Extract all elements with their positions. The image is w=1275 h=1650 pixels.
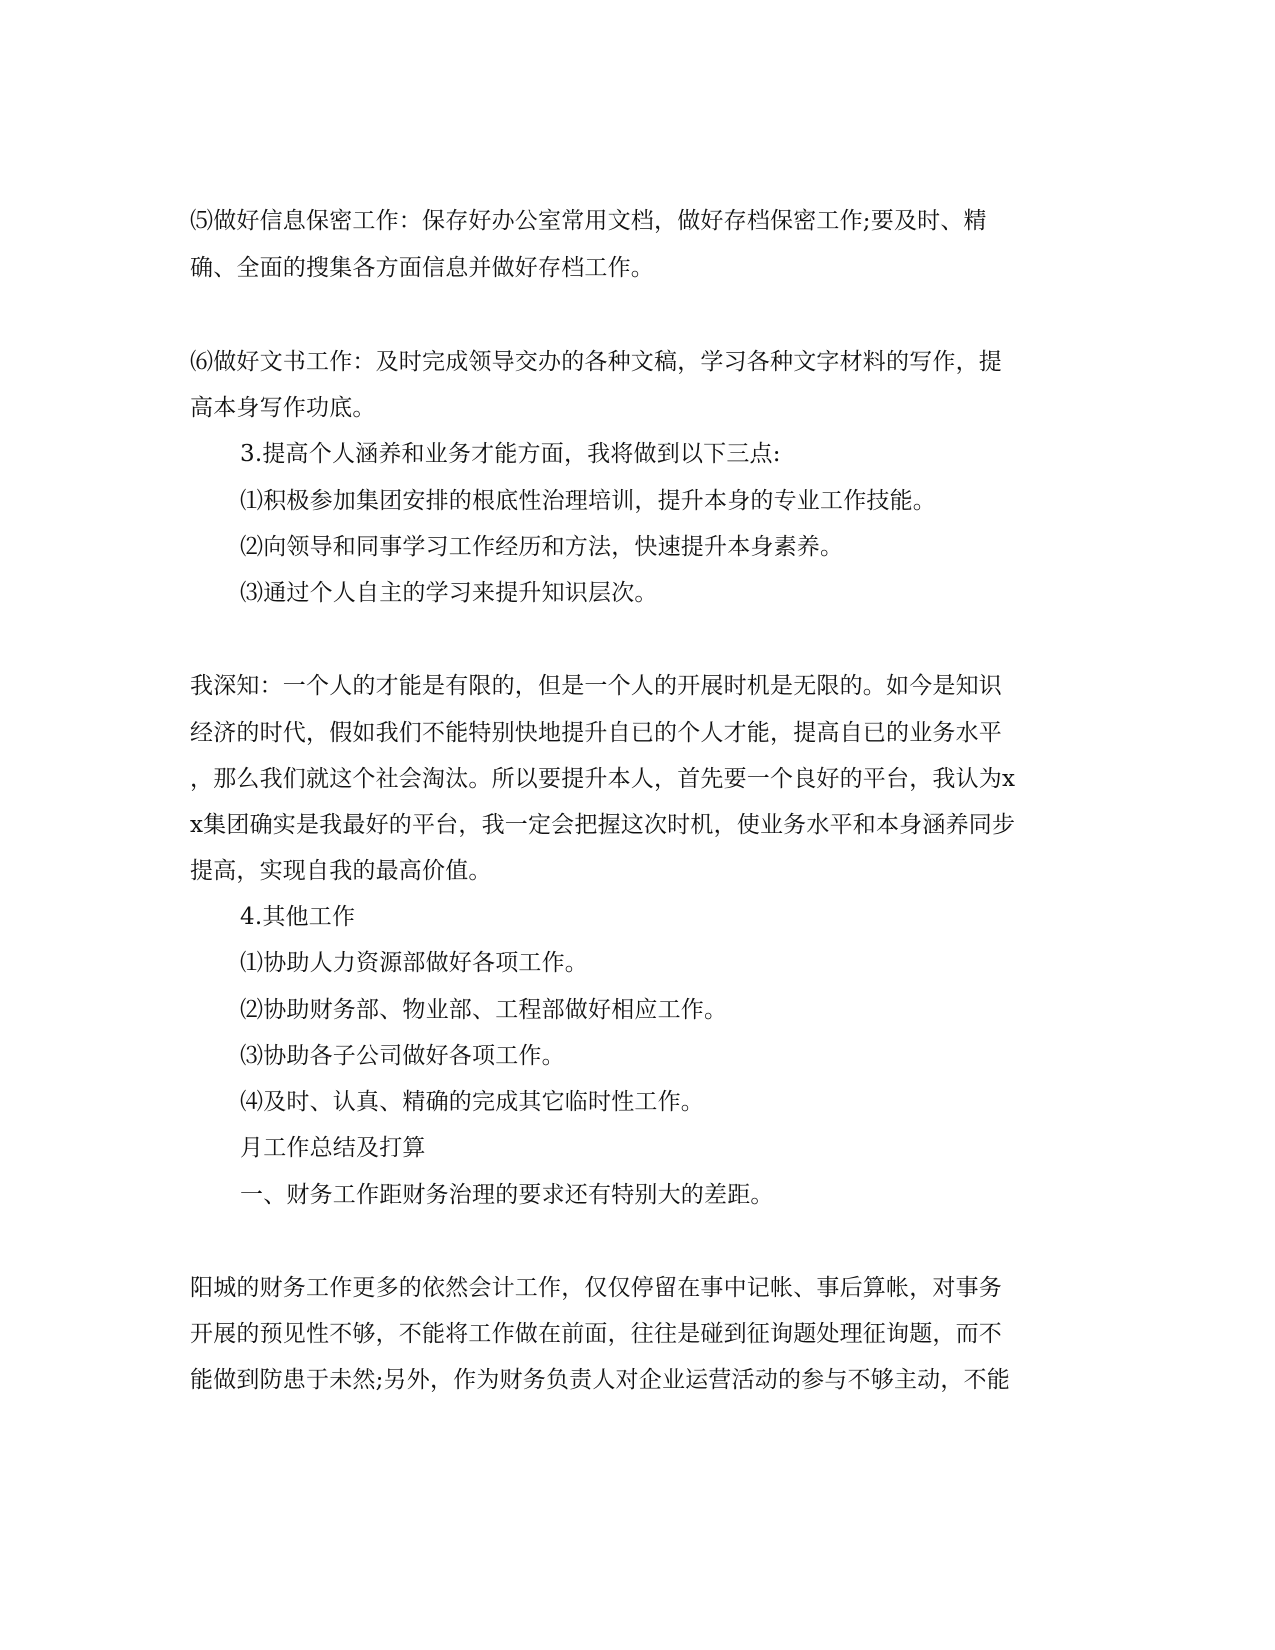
paragraph-line: 能做到防患于未然;另外，作为财务负责人对企业运营活动的参与不够主动，不能 (190, 1367, 1010, 1393)
paragraph-line: x集团确实是我最好的平台，我一定会把握这次时机，使业务水平和本身涵养同步 (190, 812, 1016, 838)
paragraph-line: 我深知：一个人的才能是有限的，但是一个人的开展时机是无限的。如今是知识 (190, 673, 1002, 699)
paragraph-line: 开展的预见性不够，不能将工作做在前面，往往是碰到征询题处理征询题，而不 (190, 1321, 1002, 1347)
paragraph-line: ⑹做好文书工作：及时完成领导交办的各种文稿，学习各种文字材料的写作，提 (190, 349, 1002, 375)
paragraph-line: 阳城的财务工作更多的依然会计工作，仅仅停留在事中记帐、事后算帐，对事务 (190, 1275, 1002, 1301)
list-item: ⑶通过个人自主的学习来提升知识层次。 (240, 580, 658, 606)
paragraph-line: ⑸做好信息保密工作：保存好办公室常用文档，做好存档保密工作;要及时、精 (190, 208, 987, 234)
section-heading: 一、财务工作距财务治理的要求还有特别大的差距。 (240, 1182, 774, 1208)
list-item: ⑶协助各子公司做好各项工作。 (240, 1043, 565, 1069)
list-item: ⑵协助财务部、物业部、工程部做好相应工作。 (240, 997, 728, 1023)
list-item: ⑴积极参加集团安排的根底性治理培训，提升本身的专业工作技能。 (240, 488, 936, 514)
section-heading: 3.提高个人涵养和业务才能方面，我将做到以下三点: (240, 441, 781, 467)
paragraph-line: 提高，实现自我的最高价值。 (190, 858, 492, 884)
paragraph-line: ，那么我们就这个社会淘汰。所以要提升本人，首先要一个良好的平台，我认为x (190, 766, 1016, 792)
paragraph-line: 高本身写作功底。 (190, 395, 376, 421)
list-item: ⑷及时、认真、精确的完成其它临时性工作。 (240, 1089, 704, 1115)
list-item: ⑵向领导和同事学习工作经历和方法，快速提升本身素养。 (240, 534, 844, 560)
section-heading: 4.其他工作 (240, 904, 356, 930)
paragraph-line: 经济的时代，假如我们不能特别快地提升自已的个人才能，提高自已的业务水平 (190, 720, 1002, 746)
paragraph-line: 确、全面的搜集各方面信息并做好存档工作。 (190, 255, 654, 281)
section-heading: 月工作总结及打算 (240, 1135, 426, 1161)
list-item: ⑴协助人力资源部做好各项工作。 (240, 950, 588, 976)
